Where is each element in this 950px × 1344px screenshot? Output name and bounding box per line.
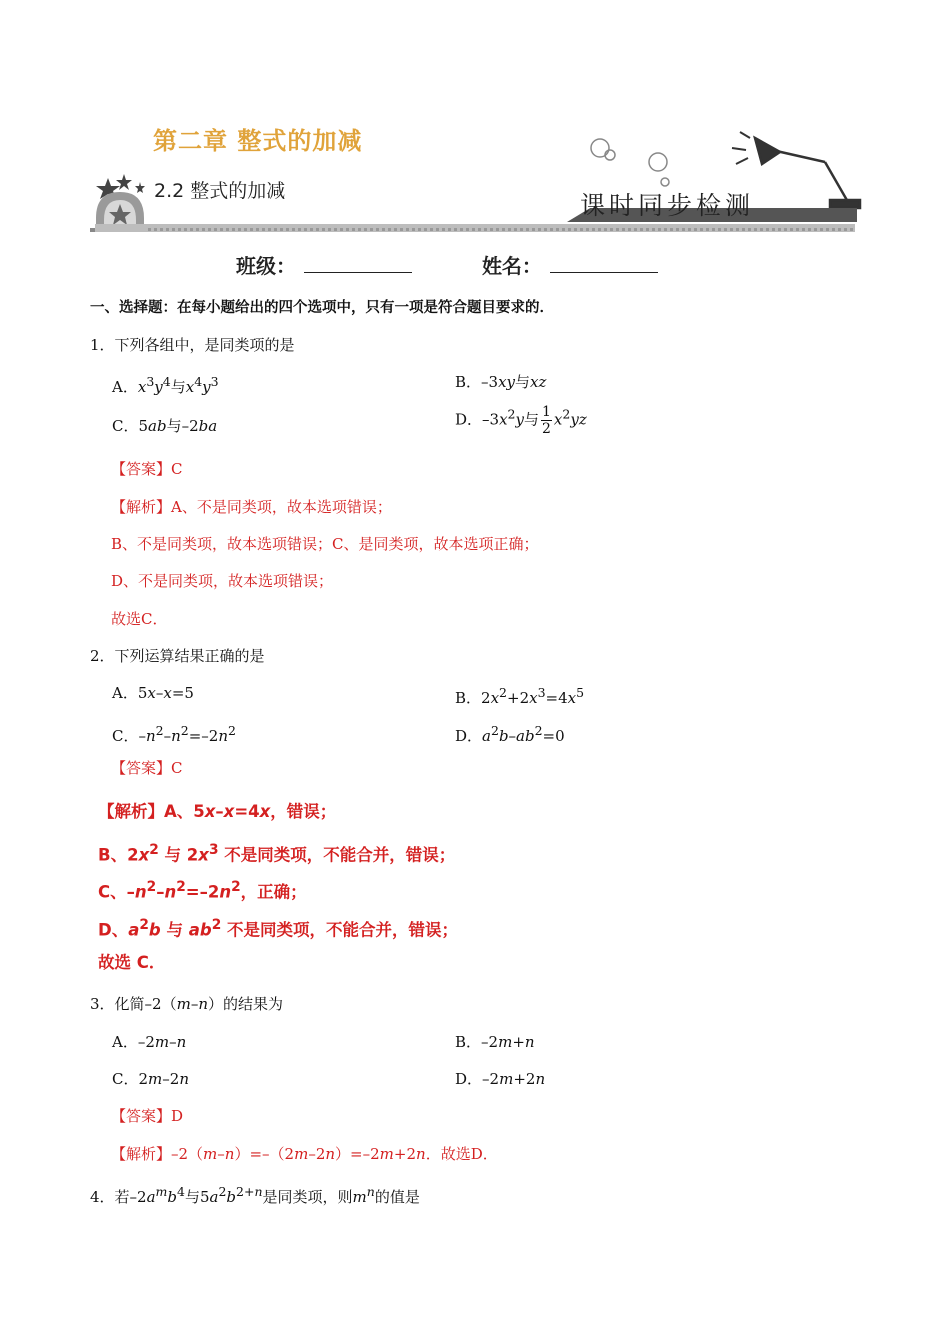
badge-title: 课时同步检测 xyxy=(580,191,755,220)
q3-option-b: B．–2m+n xyxy=(455,1033,535,1051)
q3-answer: 【答案】D xyxy=(111,1107,184,1125)
header-dotted-line xyxy=(148,222,853,231)
q2-option-d: D．$a^2b-ab^2=0$ xyxy=(455,723,565,745)
q3-stem-prefix: 3．化简–2（ xyxy=(90,995,177,1013)
q1-option-b: B．–3xy与xz xyxy=(455,373,547,391)
q4-stem-suffix: 的值是 xyxy=(374,1188,420,1206)
q2-explanation-5: 故选 C． xyxy=(98,953,166,972)
q1-explanation-1: 【解析】A、不是同类项，故本选项错误； xyxy=(111,498,392,516)
chapter-title: 第二章 整式的加减 xyxy=(153,127,363,155)
q1-option-c: C．5ab与–2ba xyxy=(112,417,218,435)
name-label: 姓名： xyxy=(481,254,542,278)
q1-explanation-3: D、不是同类项，故本选项错误； xyxy=(111,572,334,590)
q2-answer: 【答案】C xyxy=(111,759,183,777)
q4-stem-prefix: 4．若 xyxy=(90,1188,130,1206)
question-1-stem: 1．下列各组中，是同类项的是 xyxy=(90,336,295,354)
q1-option-d: D．$-3x^2y$与 $\frac{1}{2}$ $x^2yz$ xyxy=(455,404,587,437)
q2-explanation-4: D、$a^2b$ 与 $ab^2$ 不是同类项，不能合并，错误； xyxy=(98,917,459,940)
q3-explanation: 【解析】–2（m–n）=–（2m–2n）=–2m+2n．故选D． xyxy=(111,1145,498,1163)
q2-option-c: C．$-n^2-n^2=-2n^2$ xyxy=(112,723,236,745)
question-2-stem: 2．下列运算结果正确的是 xyxy=(90,647,265,665)
q1-option-a: A．$x^3y^4$与$x^4y^3$ xyxy=(112,374,219,396)
q3-option-a: A．–2m–n xyxy=(112,1033,187,1051)
student-info-bar xyxy=(236,250,658,279)
class-label: 班级： xyxy=(236,254,296,278)
q3-option-d: D．–2m+2n xyxy=(455,1070,546,1088)
q1-answer: 【答案】C xyxy=(111,460,183,478)
question-4-stem: 4．若$-2a^mb^4$与$5a^2b^{2+n}$是同类项，则$m^n$的值是 xyxy=(90,1184,420,1206)
q2-option-a: A．5x–x=5 xyxy=(112,684,194,702)
q3-explanation-end: ．故选D． xyxy=(425,1145,498,1163)
q3-stem-suffix: ）的结果为 xyxy=(208,995,284,1013)
q4-stem-mid: 是同类项，则 xyxy=(262,1188,353,1206)
q2-explanation-3: C、$-n^2-n^2=-2n^2$，正确； xyxy=(98,879,307,902)
class-field[interactable] xyxy=(304,254,412,273)
question-3-stem: 3．化简–2（m–n）的结果为 xyxy=(90,995,284,1013)
q2-option-b: B．$2x^2+2x^3=4x^5$ xyxy=(455,685,585,707)
section-title: 2.2 整式的加减 xyxy=(154,180,286,202)
q1-explanation-4: 故选C． xyxy=(111,610,168,628)
q3-option-c: C．2m–2n xyxy=(112,1070,189,1088)
section-instructions: 一、选择题：在每小题给出的四个选项中，只有一项是符合题目要求的． xyxy=(90,300,554,316)
q2-explanation-2: B、$2x^2$ 与 $2x^3$ 不是同类项，不能合并，错误； xyxy=(98,842,456,865)
q2-explanation-1: 【解析】A、5x–x=4x，错误； xyxy=(98,802,337,821)
name-field[interactable] xyxy=(550,254,658,273)
fraction-one-half: $\frac{1}{2}$ xyxy=(542,404,551,437)
q1-explanation-2: B、不是同类项，故本选项错误；C、是同类项，故本选项正确； xyxy=(111,535,539,553)
